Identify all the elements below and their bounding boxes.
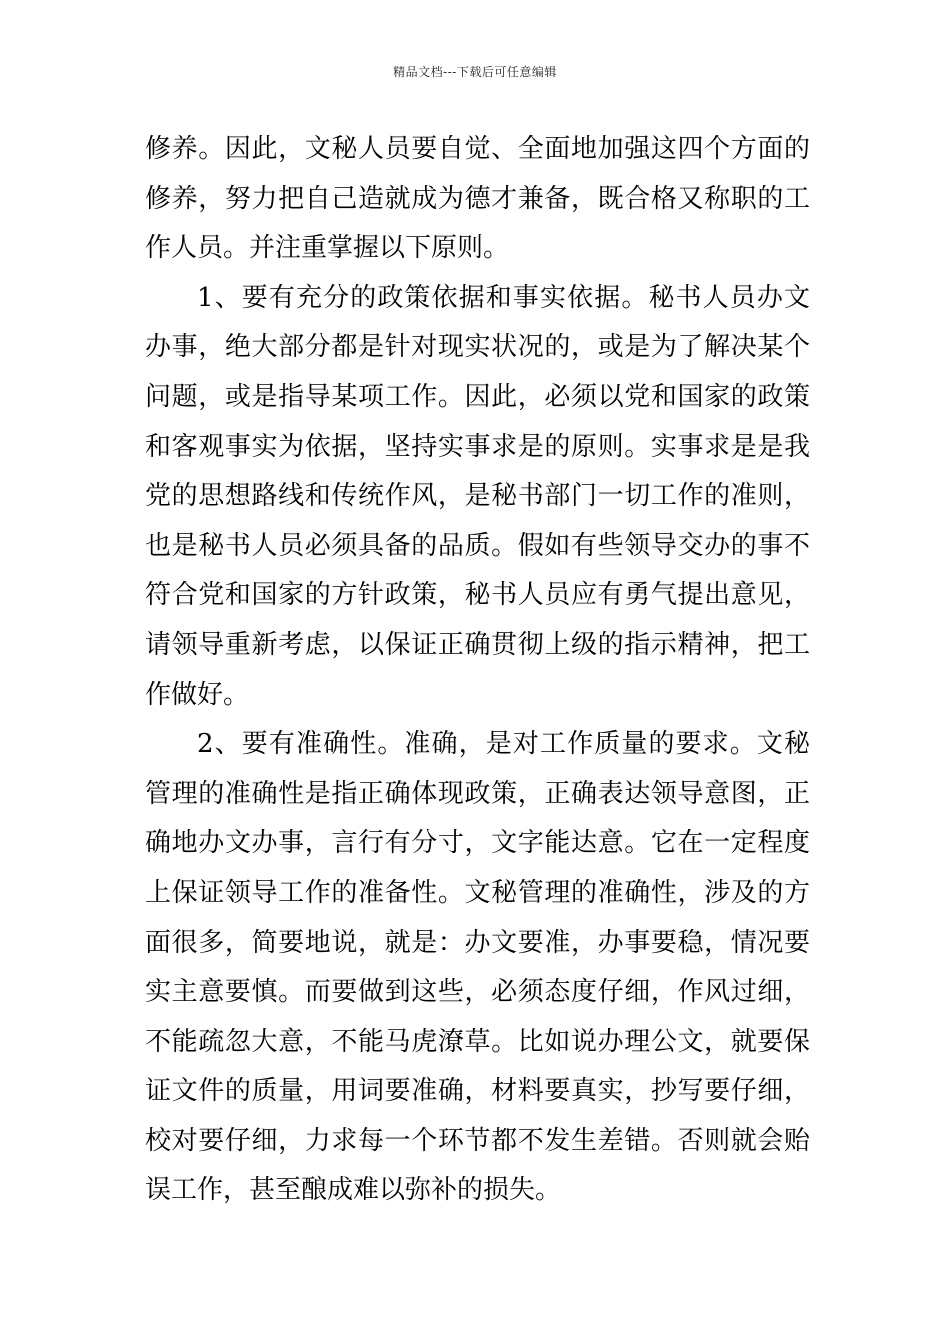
paragraph-principle-2: 2、要有准确性。准确，是对工作质量的要求。文秘管理的准确性是指正确体现政策，正确表达领导意图，正确地办文办事，言行有分寸，文字能达意。它在一定程度上保证领导工作的准备性。文秘管理的准确性，涉及的方面很多，简要地说，就是：办文要准，办事要稳，情况要实主意要慎。而要做到这些，必须态度仔细，作风过细，不能疏忽大意，不能马虎潦草。比如说办理公文，就要保证文件的质量，用词要准确，材料要真实，抄写要仔细，校对要仔细，力求每一个环节都不发生差错。否则就会贻误工作，甚至酿成难以弥补的损失。 [145,729,810,1206]
page-header: 精品文档---下载后可任意编辑 [393,65,557,79]
paragraph-continuation: 修养。因此，文秘人员要自觉、全面地加强这四个方面的修养，努力把自己造就成为德才兼备，既合格又称职的工作人员。并注重掌握以下原则。 [145,134,810,264]
document-body [145,125,810,1216]
paragraph-principle-1: 1、要有充分的政策依据和事实依据。秘书人员办文办事，绝大部分都是针对现实状况的，或是为了解决某个问题，或是指导某项工作。因此，必须以党和国家的政策和客观事实为依据，坚持实事求是的原则。实事求是是我党的思想路线和传统作风，是秘书部门一切工作的准则，也是秘书人员必须具备的品质。假如有些领导交办的事不符合党和国家的方针政策，秘书人员应有勇气提出意见，请领导重新考虑，以保证正确贯彻上级的指示精神，把工作做好。 [145,282,810,710]
